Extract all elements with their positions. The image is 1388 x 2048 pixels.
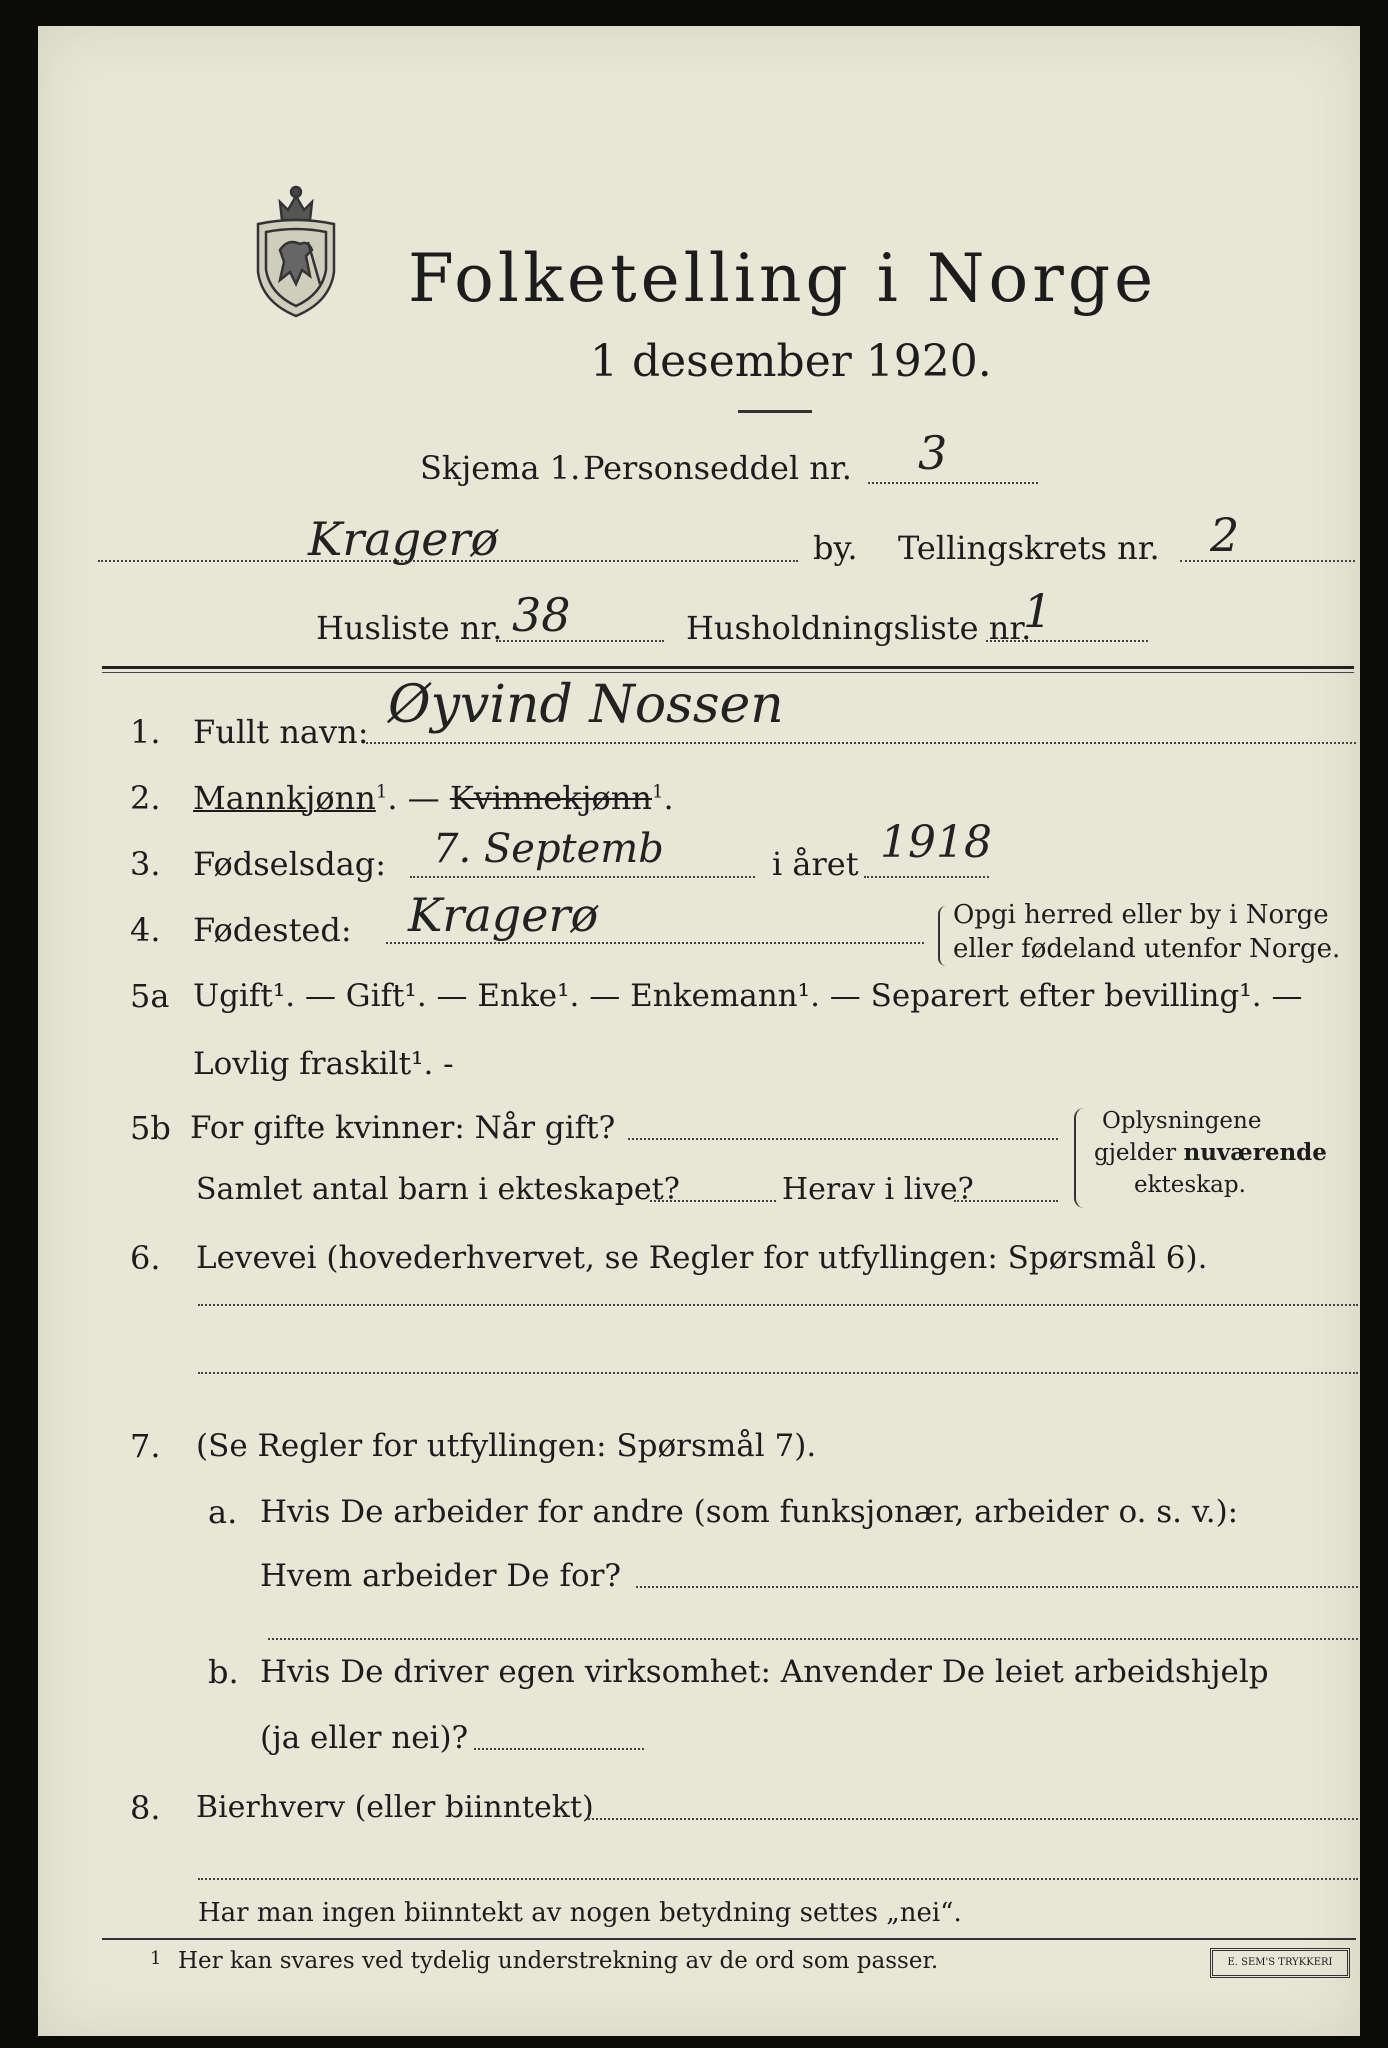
q6-line-1 (198, 1304, 1358, 1306)
q1-number: 1. (130, 713, 161, 751)
census-form-page (38, 26, 1360, 2036)
q5b-children-line (650, 1200, 776, 1202)
q4-note-line2: eller fødeland utenfor Norge. (953, 934, 1341, 964)
husholdning-label: Husholdningsliste nr. (686, 609, 1032, 647)
q6-occupation-label: Levevei (hovederhvervet, se Regler for utfyllingen: Spørsmål 6). (196, 1240, 1208, 1276)
q8-line-1 (588, 1818, 1358, 1820)
q5b-number: 5b (130, 1109, 171, 1147)
q4-note-line1: Opgi herred eller by i Norge (953, 900, 1329, 930)
personseddel-value: 3 (918, 426, 948, 480)
census-date: 1 desember 1920. (590, 336, 992, 387)
q3-birthday-value: 7. Septemb (433, 826, 664, 872)
q5b-note-line2 (1094, 1138, 1327, 1168)
personseddel-label: Personseddel nr. (583, 449, 852, 487)
q1-line (366, 742, 1356, 744)
printer-stamp-text: E. SEM'S TRYKKERI (1227, 1957, 1333, 1968)
header-divider-thin (102, 672, 1354, 673)
q7a-employer-label: Hvem arbeider De for? (260, 1558, 622, 1594)
q7-number: 7. (130, 1427, 161, 1465)
q7-text: (Se Regler for utfyllingen: Spørsmål 7). (196, 1428, 817, 1464)
schema-label: Skjema 1. (420, 449, 581, 487)
q5b-children-label: Samlet antal barn i ekteskapet? (196, 1172, 680, 1207)
q4-brace (938, 906, 948, 966)
q2-end: . (663, 779, 674, 817)
q2-female-option: Kvinnekjønn (449, 779, 652, 817)
q5b-married-when-line (628, 1138, 1058, 1140)
footnote-mark: 1 (150, 1948, 162, 1969)
q5a-marital-options: Ugift¹. — Gift¹. — Enke¹. — Enkemann¹. — Separert efter bevilling¹. — (193, 978, 1303, 1014)
q2-sex-options (193, 778, 674, 818)
footnote-text: Her kan svares ved tydelig understrekning av de ord som passer. (178, 1948, 939, 1974)
q7a-text: Hvis De arbeider for andre (som funksjonær, arbeider o. s. v.): (260, 1494, 1239, 1530)
form-title: Folketelling i Norge (408, 240, 1158, 317)
q3-year-label: i året (772, 845, 859, 883)
q7a-label: a. (208, 1493, 238, 1531)
q7a-line-2 (268, 1638, 1358, 1640)
q2-male-footnote-mark: 1 (375, 781, 388, 803)
q3-number: 3. (130, 845, 161, 883)
q2-separator: . — (387, 779, 440, 817)
q5b-alive-line (954, 1200, 1058, 1202)
q8-note: Har man ingen biinntekt av nogen betydning settes „nei“. (198, 1898, 962, 1928)
q4-number: 4. (130, 911, 161, 949)
q3-date-line (410, 876, 755, 878)
q1-label: Fullt navn: (193, 713, 369, 751)
tellingskrets-label: Tellingskrets nr. (898, 529, 1160, 567)
header-divider (102, 666, 1354, 669)
q4-label: Fødested: (193, 911, 352, 949)
q4-line (386, 942, 924, 944)
q8-side-income-label: Bierhverv (eller biinntekt) (196, 1790, 594, 1825)
tellingskrets-value: 2 (1210, 508, 1240, 562)
q7b-label: b. (208, 1653, 239, 1691)
husliste-value: 38 (512, 588, 571, 642)
q5b-married-when-label: For gifte kvinner: Når gift? (190, 1110, 616, 1146)
tellingskrets-line (1180, 560, 1355, 562)
q8-line-2 (198, 1878, 1358, 1880)
q2-male-option: Mannkjønn (193, 779, 376, 817)
q5a-number: 5a (130, 977, 170, 1015)
q5b-note-line1: Oplysningene (1102, 1108, 1262, 1134)
q1-full-name-value: Øyvind Nossen (388, 675, 784, 735)
husholdning-value: 1 (1023, 584, 1053, 638)
q3-year-line (864, 876, 989, 878)
q5b-brace (1074, 1108, 1084, 1208)
q3-year-value: 1918 (880, 817, 992, 868)
q2-number: 2. (130, 779, 161, 817)
husliste-label: Husliste nr. (316, 609, 503, 647)
q8-number: 8. (130, 1789, 161, 1827)
printer-stamp (1210, 1948, 1350, 1978)
coat-of-arms-icon (250, 180, 342, 320)
q5b-note-gjelder: gjelder (1094, 1140, 1177, 1166)
q7a-employer-line (636, 1586, 1358, 1588)
q5a-divorced-option: Lovlig fraskilt¹. - (193, 1046, 454, 1082)
q7b-text: Hvis De driver egen virksomhet: Anvender De leiet arbeidshjelp (260, 1654, 1269, 1690)
q7b-help-label: (ja eller nei)? (260, 1720, 469, 1756)
q2-female-footnote-mark: 1 (652, 781, 664, 803)
q6-line-2 (198, 1372, 1358, 1374)
q6-number: 6. (130, 1239, 161, 1277)
footnote-divider (102, 1938, 1356, 1940)
title-rule (738, 410, 812, 413)
q5b-note-current: nuværende (1183, 1139, 1327, 1166)
q5b-alive-label: Herav i live? (782, 1172, 974, 1207)
husholdning-line (986, 640, 1148, 642)
q7b-line (474, 1748, 644, 1750)
town-value: Kragerø (308, 512, 499, 566)
personseddel-line (868, 482, 1038, 484)
by-label: by. (813, 529, 858, 567)
q5b-note-line3: ekteskap. (1134, 1172, 1246, 1198)
q4-birthplace-value: Kragerø (408, 888, 599, 942)
q3-label: Fødselsdag: (193, 845, 387, 883)
